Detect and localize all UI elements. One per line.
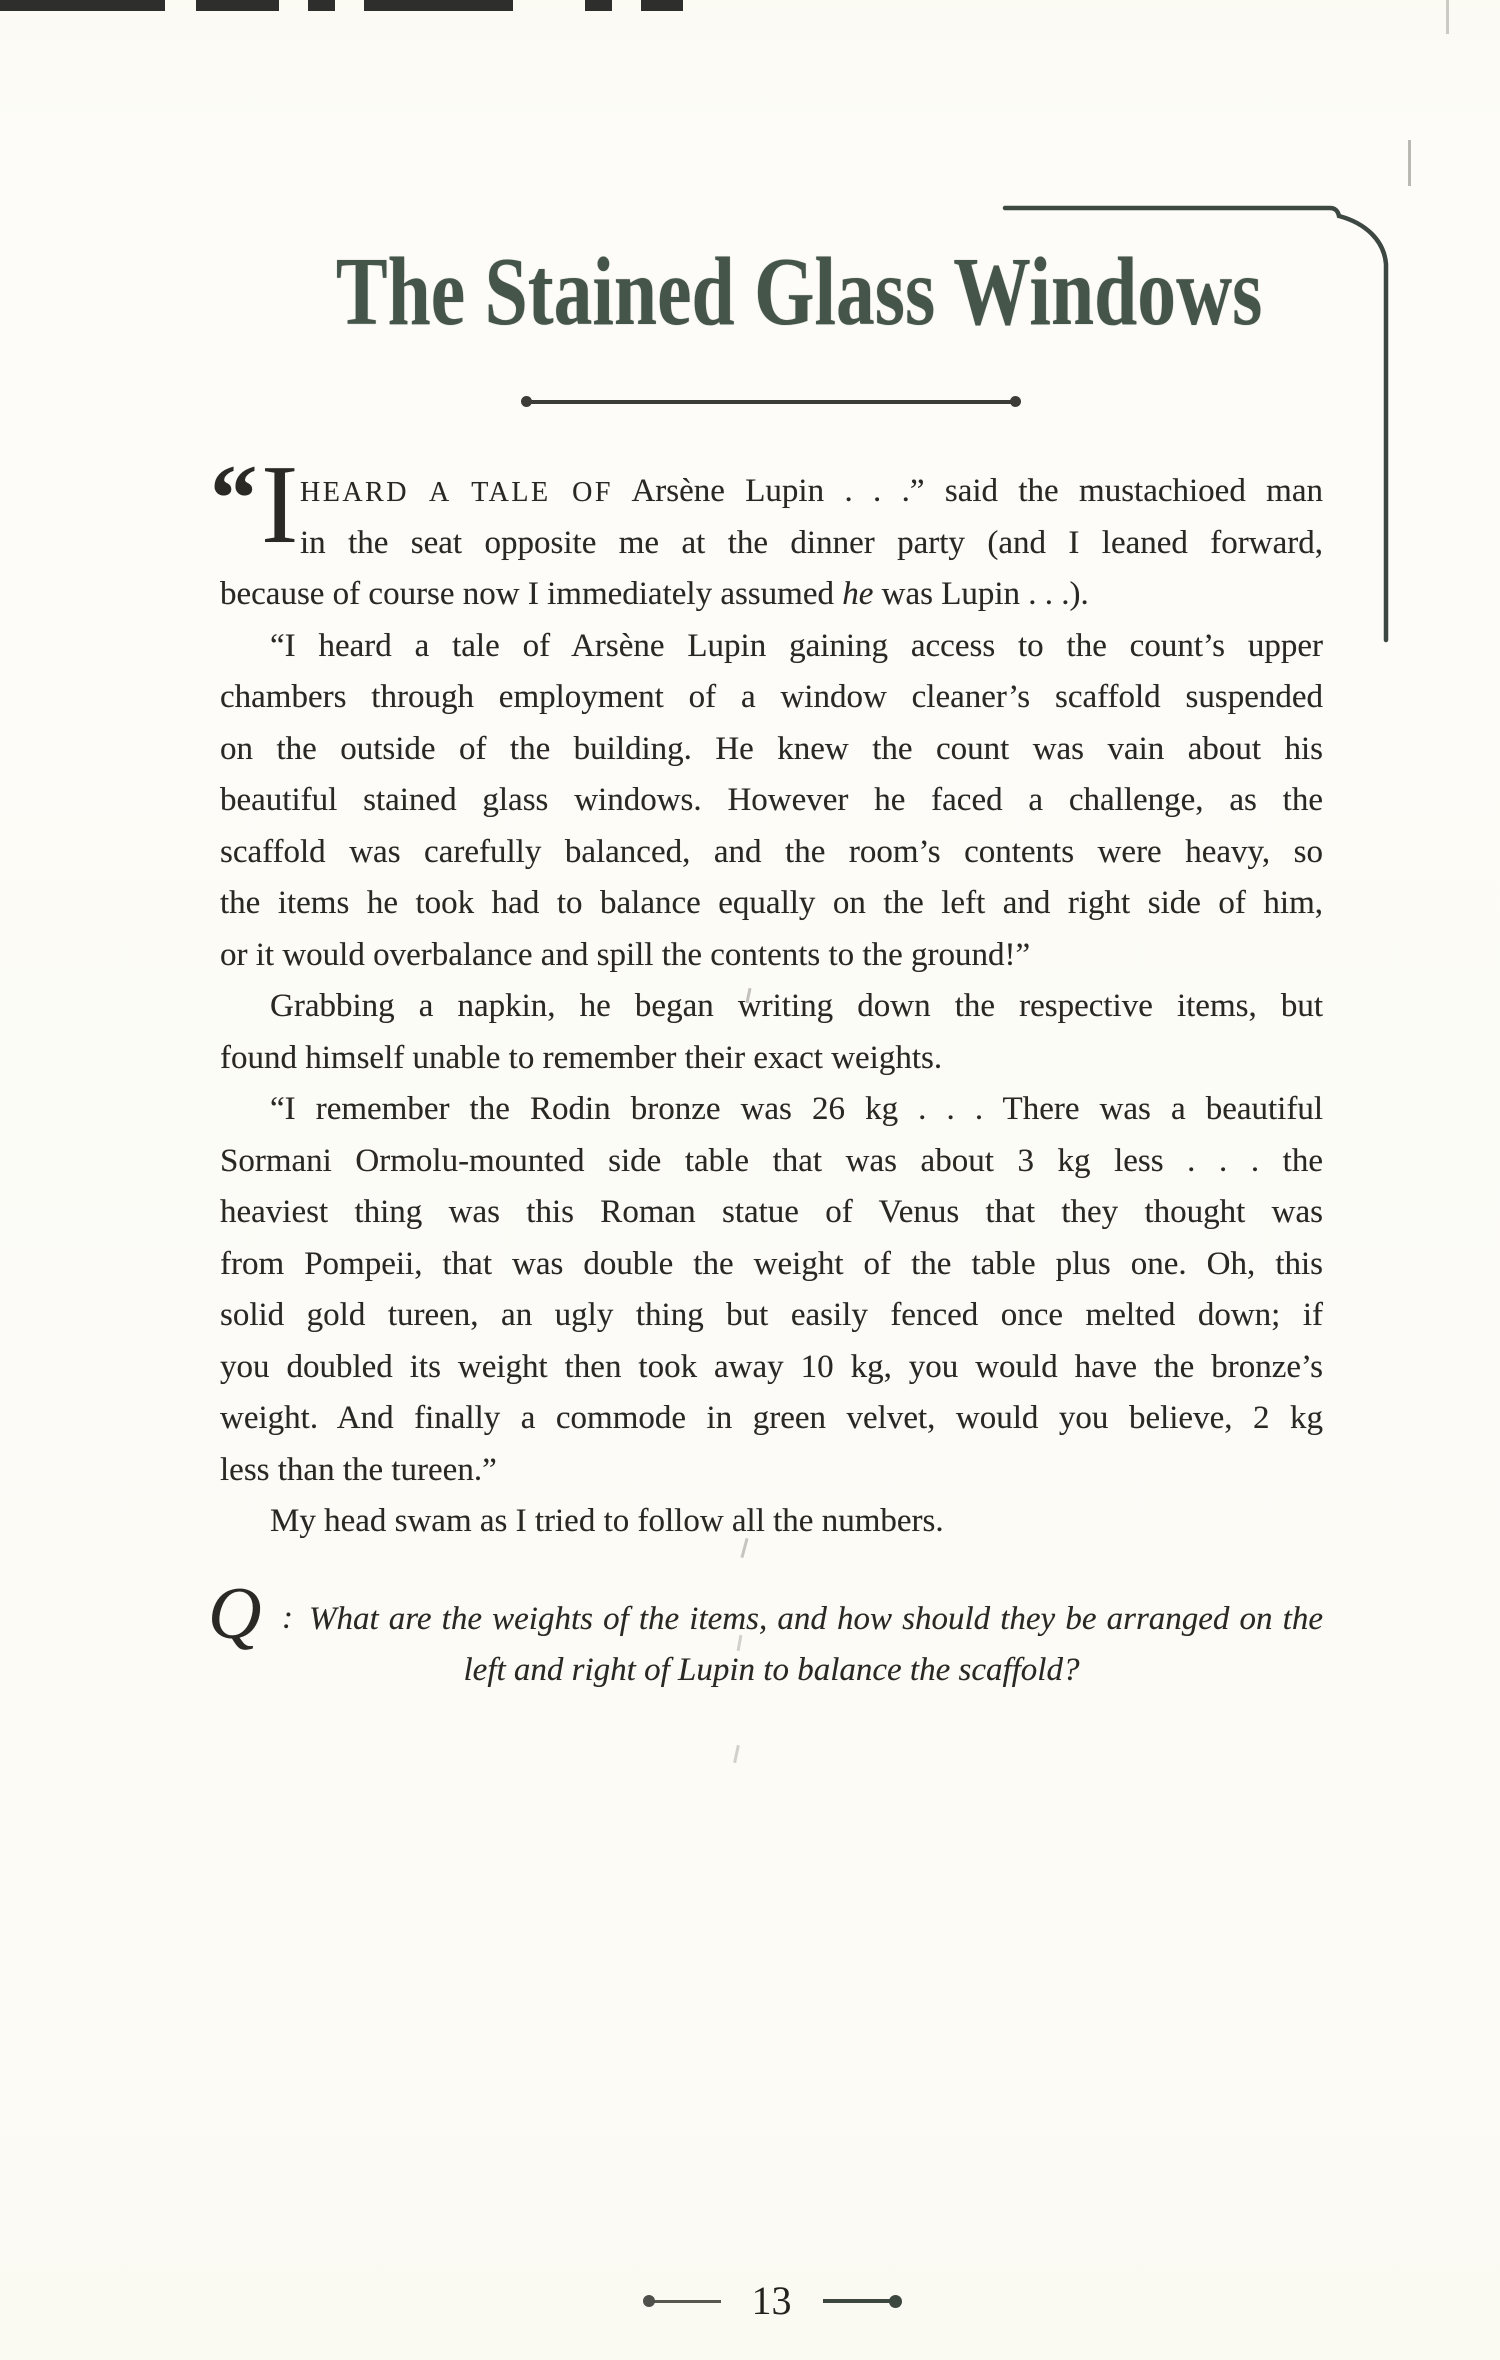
question-line: What are the weights of the items, and how should they be arranged on the bbox=[309, 1600, 1323, 1637]
text-line: solid gold tureen, an ugly thing but easily fenced once melted down; if bbox=[220, 1297, 1323, 1333]
footer-ornament-right bbox=[823, 2299, 895, 2303]
text-line: less than the tureen.” bbox=[220, 1451, 497, 1488]
question-line: left and right of Lupin to balance the scaffold? bbox=[463, 1652, 1080, 1688]
text-line: heaviest thing was this Roman statue of Venus that they thought was bbox=[220, 1194, 1323, 1230]
question-q-glyph: Q bbox=[208, 1572, 262, 1655]
text-line: the items he took had to balance equally on the left and right side of him, bbox=[220, 885, 1323, 921]
paragraph-2 bbox=[220, 621, 1323, 982]
footer-dot-left bbox=[643, 2295, 655, 2307]
text-run: Arsène Lupin . . .” said the mustachioed man bbox=[612, 473, 1323, 509]
paragraph-5 bbox=[220, 1496, 1323, 1548]
small-caps-text: HEARD A TALE OF bbox=[300, 477, 613, 508]
text-line: weight. And finally a commode in green velvet, would you believe, 2 kg bbox=[220, 1400, 1323, 1436]
text-line: My head swam as I tried to follow all the numbers. bbox=[270, 1503, 944, 1539]
text-line: found himself unable to remember their exact weights. bbox=[220, 1039, 943, 1076]
opening-quote-mark: “ bbox=[210, 445, 258, 551]
text-line: or it would overbalance and spill the contents to the ground!” bbox=[220, 936, 1031, 973]
text-line: on the outside of the building. He knew the count was vain about his bbox=[220, 730, 1323, 767]
text-line: beautiful stained glass windows. However he faced a challenge, as the bbox=[220, 782, 1323, 818]
text-run: was Lupin . . .). bbox=[873, 576, 1089, 612]
text-line: Sormani Ormolu-mounted side table that was about 3 kg less . . . the bbox=[220, 1142, 1323, 1179]
body-text bbox=[208, 0, 1323, 1697]
text-line: “I remember the Rodin bronze was 26 kg . . . There was a beautiful bbox=[270, 1091, 1323, 1127]
text-line: chambers through employment of a window cleaner’s scaffold suspended bbox=[220, 679, 1323, 715]
scan-artifact bbox=[1408, 140, 1411, 186]
text-line bbox=[220, 569, 1323, 621]
footer-dot-right bbox=[889, 2295, 902, 2308]
page-number: 13 bbox=[751, 2278, 792, 2323]
text-line: scaffold was carefully balanced, and the room’s contents were heavy, so bbox=[220, 833, 1323, 870]
text-line: you doubled its weight then took away 10 kg, you would have the bronze’s bbox=[220, 1348, 1323, 1385]
drop-cap: I bbox=[261, 443, 299, 567]
scan-artifact bbox=[1446, 0, 1449, 34]
text-line: from Pompeii, that was double the weight of the table plus one. Oh, this bbox=[220, 1245, 1323, 1282]
scan-artifact bbox=[733, 1745, 740, 1763]
text-run: because of course now I immediately assumed bbox=[220, 576, 843, 612]
question bbox=[208, 1572, 1323, 1697]
paragraph-4 bbox=[220, 1084, 1323, 1496]
text-line bbox=[220, 466, 1323, 518]
text-line: in the seat opposite me at the dinner party (and I leaned forward, bbox=[300, 524, 1323, 561]
paragraph-3 bbox=[220, 981, 1323, 1084]
paragraph-opening bbox=[210, 443, 1323, 621]
text-line: “I heard a tale of Arsène Lupin gaining access to the count’s upper bbox=[270, 627, 1323, 664]
footer-ornament-left bbox=[649, 2300, 721, 2303]
text-line: Grabbing a napkin, he began writing down the respective items, but bbox=[270, 988, 1323, 1024]
scan-edge-artifact bbox=[0, 0, 165, 11]
page-title-text: The Stained Glass Windows bbox=[335, 238, 1263, 345]
question-colon: : bbox=[282, 1599, 293, 1636]
page-footer bbox=[220, 2278, 1323, 2323]
italic-text: he bbox=[842, 576, 874, 612]
